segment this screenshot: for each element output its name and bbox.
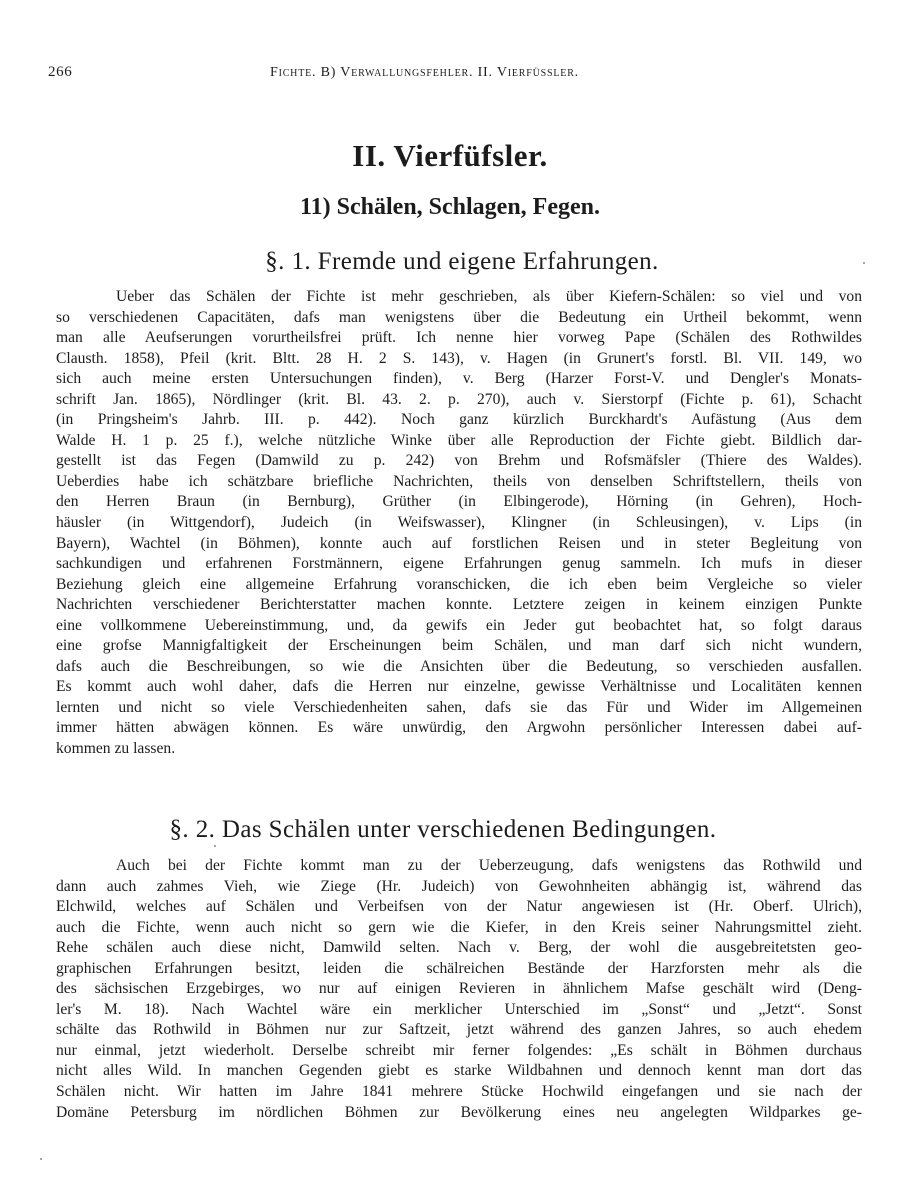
text-line: eine grofse Mannigfaltigkeit der Erscheinungen beim Schälen, und man darf sich nicht wundern,	[56, 637, 862, 655]
text-line: Nachrichten verschiedener Berichterstatter machen konnte. Letztere zeigen in keinem einzigen Punkte	[56, 596, 862, 614]
print-speck	[40, 1158, 42, 1160]
section-1-body	[56, 287, 862, 760]
text-line: ler's M. 18). Nach Wachtel wäre ein merklicher Unterschied im „Sonst“ und „Jetzt“. Sonst	[56, 1000, 862, 1018]
text-line: nur einmal, jetzt wiederholt. Derselbe schreibt mir ferner folgendes: „Es schält in Böhmen durchaus	[56, 1041, 862, 1059]
text-line: immer hätten abwägen können. Es wäre unwürdig, den Argwohn persönlicher Interessen dabei auf-	[56, 719, 862, 737]
running-title: Fichte. B) Verwallungsfehler. II. Vierfüssler.	[270, 65, 579, 80]
text-line: (in Pringsheim's Jahrb. III. p. 442). Noch ganz kürzlich Burckhardt's Aufästung (Aus dem	[56, 411, 862, 429]
section-heading-1: §. 1. Fremde und eigene Erfahrungen.	[265, 248, 659, 275]
running-header	[48, 64, 840, 84]
text-line: Schälen nicht. Wir hatten im Jahre 1841 mehrere Stücke Hochwild eingefangen und sie nach der	[56, 1083, 862, 1101]
section-2-body	[56, 856, 862, 1123]
text-line: Rehe schälen auch diese nicht, Damwild selten. Nach v. Berg, der wohl die ausgebreitetsten geo-	[56, 939, 862, 957]
text-line: Auch bei der Fichte kommt man zu der Ueberzeugung, dafs wenigstens das Rothwild und	[116, 857, 862, 874]
text-line: häusler (in Wittgendorf), Judeich (in Weifswasser), Klingner (in Schleusingen), v. Lips (in	[56, 514, 862, 532]
text-line: sich auch meine ersten Untersuchungen finden), v. Berg (Harzer Forst-V. und Dengler's Monats-	[56, 370, 862, 388]
text-line: schrift Jan. 1865), Nördlinger (krit. Bl. 43. 2. p. 270), auch v. Sierstorpf (Fichte p. 61), Schacht	[56, 390, 862, 408]
text-line: so verschiedenen Capacitäten, dafs man wenigstens über die Bedeutung ein Urtheil bekommt, wenn	[56, 308, 862, 326]
text-line: Bayern), Wachtel (in Böhmen), konnte auch auf forstlichen Reisen und in steter Begleitung von	[56, 534, 862, 552]
text-line: Clausth. 1858), Pfeil (krit. Bltt. 28 H. 2 S. 143), v. Hagen (in Grunert's forstl. Bl. VII. 149, wo	[56, 349, 862, 367]
text-line: eine vollkommene Uebereinstimmung, und, da gewifs ein Jeder gut beobachtet hat, so folgt daraus	[56, 616, 862, 634]
print-speck	[214, 845, 216, 847]
text-line: Ueberdies habe ich schätzbare briefliche Nachrichten, theils von denselben Schriftstellern, theils von	[56, 472, 862, 490]
text-line: dafs auch die Beschreibungen, so wie die Ansichten über die Bedeutung, so verschieden ausfallen.	[56, 657, 862, 675]
text-line: man alle Aeufserungen vorurtheilsfrei prüft. Ich nenne hier vorweg Pape (Schälen des Rothwildes	[56, 329, 862, 347]
text-line: gestellt ist das Fegen (Damwild zu p. 242) von Brehm und Rofsmäfsler (Thiere des Waldes).	[56, 452, 862, 470]
text-line: graphischen Erfahrungen besitzt, leiden die schälreichen Bestände der Harzforsten mehr als die	[56, 959, 862, 977]
text-line: sachkundigen und erfahrenen Forstmännern, eigene Erfahrungen genug sammeln. Ich mufs in dieser	[56, 555, 862, 573]
text-line: Walde H. 1 p. 25 f.), welche nützliche Winke über alle Reproduction der Fichte giebt. Bildlich dar-	[56, 431, 862, 449]
text-line: auch die Fichte, wenn auch nicht so gern wie die Kiefer, in den Kreis seiner Nahrungsmittel zieht.	[56, 918, 862, 936]
chapter-title: 11) Schälen, Schlagen, Fegen.	[299, 194, 600, 220]
text-line: den Herren Braun (in Bernburg), Grüther (in Elbingerode), Hörning (in Gehren), Hoch-	[56, 493, 862, 511]
text-line: dann auch zahmes Vieh, wie Ziege (Hr. Judeich) von Gewohnheiten abhängig ist, während das	[56, 877, 862, 895]
text-line: Domäne Petersburg im nördlichen Böhmen zur Bevölkerung eines neu angelegten Wildparkes ge-	[56, 1103, 862, 1121]
text-line: Elchwild, welches auf Schälen und Verbeifsen von der Natur angewiesen ist (Hr. Oberf. Ulrich),	[56, 898, 862, 916]
text-line: schälte das Rothwild in Böhmen nur zur Saftzeit, jetzt während des ganzen Jahres, so auch ehedem	[56, 1021, 862, 1039]
page-number: 266	[48, 64, 73, 80]
section-heading-2: §. 2. Das Schälen unter verschiedenen Bedingungen.	[169, 816, 717, 843]
text-line: kommen zu lassen.	[56, 740, 176, 758]
text-line: nicht alles Wild. In manchen Gegenden giebt es starke Wildbahnen und dennoch kennt man dort das	[56, 1062, 862, 1080]
print-speck	[863, 262, 865, 264]
text-line: lernten und nicht so viele Verschiedenheiten sahen, dafs sie das Für und Wider im Allgemeinen	[56, 698, 862, 716]
part-title: II. Vierfüfsler.	[352, 138, 548, 173]
text-line: des sächsischen Erzgebirges, wo nur auf einigen Revieren in ähnlichem Mafse geschält wird (Deng-	[56, 980, 862, 998]
text-line: Ueber das Schälen der Fichte ist mehr geschrieben, als über Kiefern-Schälen: so viel und von	[116, 288, 862, 305]
text-line: Beziehung gleich eine allgemeine Erfahrung voranschicken, die ich eben beim Vergleiche so vieler	[56, 575, 862, 593]
text-line: Es kommt auch wohl daher, dafs die Herren nur einzelne, gewisse Verhältnisse und Localitäten kennen	[56, 678, 862, 696]
